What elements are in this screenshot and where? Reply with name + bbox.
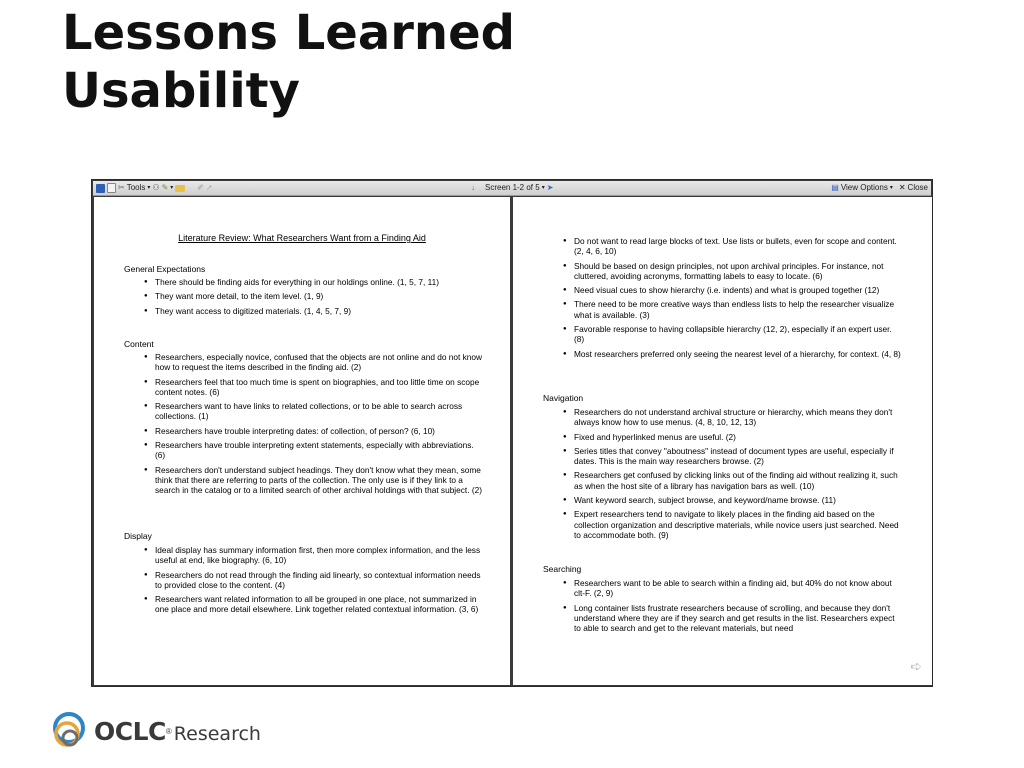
slide-title bbox=[62, 4, 515, 120]
list-item: ● Researchers, especially novice, confused that the objects are not online and do not know how to request the items described in the finding aid. (2) bbox=[124, 352, 484, 373]
list-item: ● Do not want to read large blocks of text. Use lists or bullets, even for scope and content. (2, 4, 6, 10) bbox=[543, 236, 903, 257]
logo-wordmark: OCLC bbox=[94, 716, 166, 746]
logo-research-text: Research bbox=[173, 723, 261, 745]
section-heading-navigation: Navigation bbox=[543, 393, 584, 403]
close-icon[interactable]: ✕ bbox=[898, 183, 906, 192]
list-item: ● Need visual cues to show hierarchy (i.e. indents) and what is grouped together (12) bbox=[543, 285, 903, 295]
list-item: ● Series titles that convey "aboutness" instead of document types are useful, especially if dates. This is the main way researchers browse. (2) bbox=[543, 446, 903, 467]
registered-mark: ® bbox=[165, 726, 172, 736]
arrow-icon[interactable]: ➚ bbox=[206, 183, 213, 192]
close-button[interactable]: Close bbox=[907, 183, 928, 192]
list-item: ● Researchers feel that too much time is spent on biographies, and too little time on scope content notes. (6) bbox=[124, 377, 484, 398]
section-heading-searching: Searching bbox=[543, 564, 582, 574]
folder-icon[interactable] bbox=[175, 185, 185, 192]
view-options-icon[interactable]: ▤ bbox=[831, 183, 839, 192]
list-item: ● Ideal display has summary information first, then more complex information, and the less useful at end, like biography. (6, 10) bbox=[124, 545, 484, 566]
list-intro bbox=[543, 236, 903, 363]
list-item: ● Researchers do not read through the finding aid linearly, so contextual information needs to provided close to the content. (4) bbox=[124, 570, 484, 591]
document-title: Literature Review: What Researchers Want from a Finding Aid bbox=[178, 233, 426, 243]
list-display bbox=[124, 545, 484, 619]
next-screen-icon[interactable]: ➤ bbox=[546, 183, 554, 192]
list-item: ● Favorable response to having collapsible hierarchy (12, 2), especially if an expert user. (8) bbox=[543, 324, 903, 345]
list-item: ● There should be finding aids for everything in our holdings online. (1, 5, 7, 11) bbox=[124, 277, 484, 287]
chevron-down-icon[interactable]: ▾ bbox=[541, 185, 545, 191]
scissors-icon[interactable]: ✂ bbox=[118, 183, 125, 192]
list-content bbox=[124, 352, 484, 500]
chevron-down-icon[interactable]: ▾ bbox=[889, 185, 893, 191]
list-general bbox=[124, 277, 484, 320]
list-item: ● They want access to digitized materials. (1, 4, 5, 7, 9) bbox=[124, 306, 484, 316]
list-item: ● Researchers want to have links to related collections, or to be able to search across collections. (1) bbox=[124, 401, 484, 422]
list-item: ● Researchers have trouble interpreting dates: of collection, of person? (6, 10) bbox=[124, 426, 484, 436]
chevron-down-icon[interactable]: ▾ bbox=[147, 185, 151, 191]
left-page bbox=[94, 197, 510, 685]
list-navigation bbox=[543, 407, 903, 544]
list-item: ● Researchers don't understand subject headings. They don't know what they mean, some think that there are referring to parts of the collection. The only use is if they link to a search in the catalog or to a limited search of other archival holdings with that subject. (2) bbox=[124, 465, 484, 496]
oclc-symbol-icon bbox=[50, 711, 88, 751]
section-heading-general: General Expectations bbox=[124, 264, 206, 274]
people-icon[interactable]: ⚇ bbox=[152, 183, 160, 192]
list-item: ● Researchers do not understand archival structure or hierarchy, which means they don't always know how to use menus. (4, 8, 10, 12, 13) bbox=[543, 407, 903, 428]
list-item: ● Researchers want to be able to search within a finding aid, but 40% do not know about clt-F. (2, 9) bbox=[543, 578, 903, 599]
section-heading-display: Display bbox=[124, 531, 152, 541]
list-item: ● They want more detail, to the item level. (1, 9) bbox=[124, 291, 484, 301]
list-searching bbox=[543, 578, 903, 637]
page-icon[interactable] bbox=[107, 183, 116, 193]
list-item: ● Researchers get confused by clicking links out of the finding aid without realizing it, such as when the host site of a library has navigation bars as well. (10) bbox=[543, 470, 903, 491]
edit-icon[interactable]: ✎ bbox=[161, 183, 169, 192]
document-viewer bbox=[91, 179, 933, 687]
view-options-menu[interactable]: View Options bbox=[840, 183, 888, 192]
list-item: ● Fixed and hyperlinked menus are useful. (2) bbox=[543, 432, 903, 442]
section-heading-content: Content bbox=[124, 339, 154, 349]
viewer-toolbar bbox=[93, 181, 931, 196]
list-item: ● Want keyword search, subject browse, and keyword/name browse. (11) bbox=[543, 495, 903, 505]
list-item: ● Expert researchers tend to navigate to likely places in the finding aid based on the collection organization and descriptive materials, while novice users just searched. Need to accommodate both. (9) bbox=[543, 509, 903, 540]
screen-counter: Screen 1-2 of 5 bbox=[485, 183, 540, 192]
pen-icon[interactable]: ✐ bbox=[197, 183, 204, 192]
oclc-research-logo bbox=[50, 711, 261, 751]
chevron-down-icon[interactable]: ▾ bbox=[170, 185, 174, 191]
list-item: ● Researchers have trouble interpreting extent statements, especially with abbreviations. (6) bbox=[124, 440, 484, 461]
right-page bbox=[513, 197, 932, 685]
list-item: ● Should be based on design principles, not upon archival principles. For instance, not cluttered, avoiding acronyms, formatting labels to easy to locate. (6) bbox=[543, 261, 903, 282]
list-item: ● There need to be more creative ways than endless lists to help the researcher visualize what is available. (3) bbox=[543, 299, 903, 320]
slide-title-line2: Usability bbox=[62, 63, 300, 119]
tools-menu[interactable]: Tools bbox=[126, 183, 146, 192]
slide-title-line1: Lessons Learned bbox=[62, 5, 515, 61]
down-arrow-icon[interactable]: ↓ bbox=[471, 183, 475, 192]
list-item: ● Researchers want related information to all be grouped in one place, not summarized in one place and more detail elsewhere. Link together related contextual information. (3, 6) bbox=[124, 594, 484, 615]
next-page-arrow-icon[interactable]: ➪ bbox=[910, 658, 922, 674]
list-item: ● Most researchers preferred only seeing the nearest level of a hierarchy, for context. (4, 8) bbox=[543, 349, 903, 359]
list-item: ● Long container lists frustrate researchers because of scrolling, and because they don't understand where they are if they search and get results in the list. Researchers expect to able to search and get to the relevant materials, but need bbox=[543, 603, 903, 634]
save-icon[interactable] bbox=[96, 184, 105, 193]
